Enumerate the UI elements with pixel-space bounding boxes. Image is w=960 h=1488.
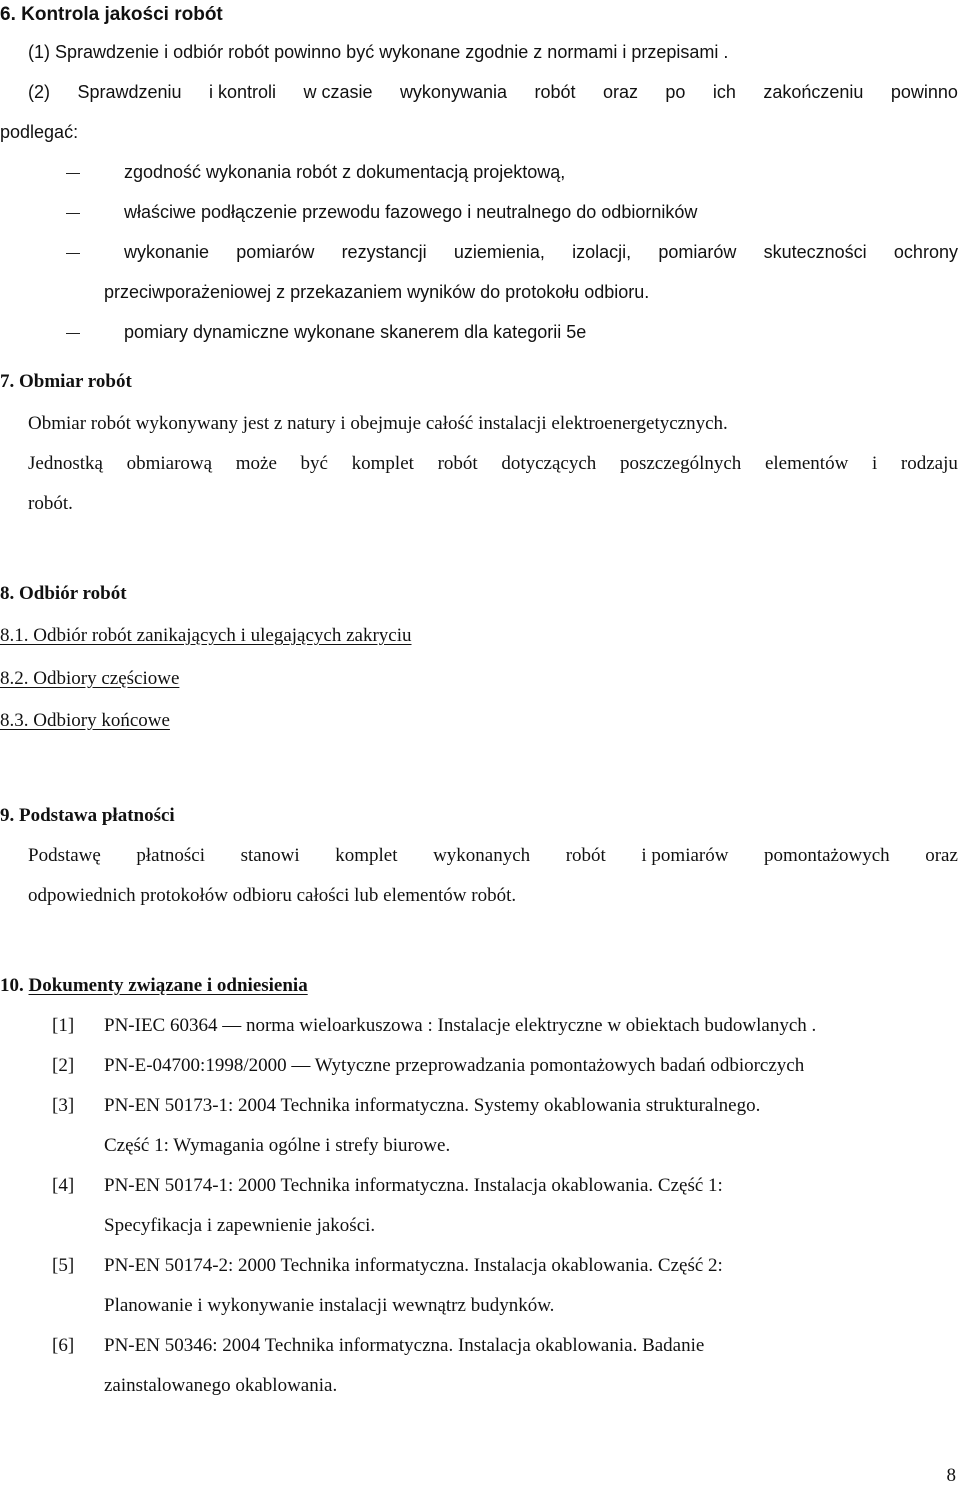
reference-text: PN-IEC 60364 — norma wieloarkuszowa : Instalacje elektryczne w obiektach budowlanych . bbox=[104, 1015, 817, 1036]
word: robót bbox=[437, 453, 478, 474]
reference-number: [4] bbox=[52, 1175, 75, 1196]
list-item-continuation: przeciwporażeniowej z przekazaniem wyników do protokołu odbioru. bbox=[104, 282, 650, 302]
word: wykonanie bbox=[124, 242, 210, 262]
reference-text: PN-EN 50346: 2004 Technika informatyczna. Instalacja okablowania. Badanie bbox=[104, 1335, 705, 1356]
section-6-heading: 6. Kontrola jakości robót bbox=[0, 4, 223, 25]
word: być bbox=[300, 453, 328, 474]
word: ich bbox=[712, 82, 736, 102]
word: i pomiarów bbox=[641, 845, 729, 866]
word: Jednostką bbox=[28, 453, 103, 474]
word: uziemienia, bbox=[453, 242, 545, 262]
reference-text-continuation: zainstalowanego okablowania. bbox=[104, 1375, 338, 1396]
section-6-paragraph-1: (1) Sprawdzenie i odbiór robót powinno być wykonane zgodnie z normami i przepisami . bbox=[28, 42, 729, 62]
reference-text-continuation: Część 1: Wymagania ogólne i strefy biurowe. bbox=[104, 1135, 451, 1156]
word: pomiarów bbox=[236, 242, 315, 262]
word: komplet bbox=[351, 453, 414, 474]
word: oraz bbox=[925, 845, 958, 866]
word: powinno bbox=[890, 82, 958, 102]
word: ochrony bbox=[893, 242, 958, 262]
section-7-paragraph-1: Obmiar robót wykonywany jest z natury i obejmuje całość instalacji elektroenergetycznych. bbox=[28, 413, 728, 434]
section-9-paragraph-continuation: odpowiednich protokołów odbioru całości lub elementów robót. bbox=[28, 885, 517, 906]
list-dash-icon bbox=[66, 173, 80, 174]
section-8-heading: 8. Odbiór robót bbox=[0, 583, 127, 604]
section-9-heading: 9. Podstawa płatności bbox=[0, 805, 175, 826]
word: rezystancji bbox=[341, 242, 427, 262]
reference-text-continuation: Specyfikacja i zapewnienie jakości. bbox=[104, 1215, 376, 1236]
reference-number: [5] bbox=[52, 1255, 75, 1276]
word: komplet bbox=[335, 845, 398, 866]
reference-text: PN-EN 50174-1: 2000 Technika informatyczna. Instalacja okablowania. Część 1: bbox=[104, 1175, 723, 1196]
word: pomontażowych bbox=[764, 845, 890, 866]
word: po bbox=[665, 82, 686, 102]
word: i bbox=[871, 453, 878, 474]
reference-text: PN-E-04700:1998/2000 — Wytyczne przeprowadzania pomontażowych badań odbiorczych bbox=[104, 1055, 805, 1076]
list-dash-icon bbox=[66, 253, 80, 254]
section-10-title: Dokumenty związane i odniesienia bbox=[28, 975, 308, 996]
subsection-8-3-heading: 8.3. Odbiory końcowe bbox=[0, 710, 170, 731]
section-7-paragraph-2-continuation: robót. bbox=[28, 493, 73, 514]
word: (2) bbox=[28, 82, 50, 102]
reference-text-continuation: Planowanie i wykonywanie instalacji wewnątrz budynków. bbox=[104, 1295, 555, 1316]
list-item: właściwe podłączenie przewodu fazowego i neutralnego do odbiorników bbox=[124, 202, 698, 222]
page-number: 8 bbox=[946, 1465, 956, 1486]
word: pomiarów bbox=[658, 242, 737, 262]
list-item: pomiary dynamiczne wykonane skanerem dla kategorii 5e bbox=[124, 322, 587, 342]
word: skuteczności bbox=[763, 242, 867, 262]
subsection-8-1-heading: 8.1. Odbiór robót zanikających i ulegających zakryciu bbox=[0, 625, 412, 646]
word: elementów bbox=[764, 453, 849, 474]
section-9-paragraph bbox=[28, 844, 958, 868]
word: stanowi bbox=[240, 845, 300, 866]
word: robót bbox=[534, 82, 576, 102]
list-item bbox=[124, 240, 958, 264]
word: w czasie bbox=[303, 82, 373, 102]
word: dotyczących bbox=[501, 453, 597, 474]
word: obmiarową bbox=[126, 453, 213, 474]
section-6-paragraph-2-continuation: podlegać: bbox=[0, 122, 79, 142]
word: robót bbox=[565, 845, 606, 866]
list-dash-icon bbox=[66, 333, 80, 334]
list-item: zgodność wykonania robót z dokumentacją projektową, bbox=[124, 162, 566, 182]
word: płatności bbox=[136, 845, 205, 866]
word: może bbox=[235, 453, 277, 474]
word: izolacji, bbox=[572, 242, 632, 262]
list-dash-icon bbox=[66, 213, 80, 214]
section-7-heading: 7. Obmiar robót bbox=[0, 371, 132, 392]
word: rodzaju bbox=[900, 453, 958, 474]
word: i kontroli bbox=[208, 82, 276, 102]
reference-number: [1] bbox=[52, 1015, 75, 1036]
section-10-number: 10. bbox=[0, 975, 24, 996]
word: wykonanych bbox=[433, 845, 531, 866]
word: oraz bbox=[602, 82, 638, 102]
reference-text: PN-EN 50173-1: 2004 Technika informatyczna. Systemy okablowania strukturalnego. bbox=[104, 1095, 761, 1116]
word: zakończeniu bbox=[763, 82, 864, 102]
word: Sprawdzeniu bbox=[77, 82, 182, 102]
word: wykonywania bbox=[399, 82, 507, 102]
reference-text: PN-EN 50174-2: 2000 Technika informatyczna. Instalacja okablowania. Część 2: bbox=[104, 1255, 723, 1276]
section-10-heading bbox=[0, 974, 308, 998]
word: Podstawę bbox=[28, 845, 101, 866]
reference-number: [6] bbox=[52, 1335, 75, 1356]
word: poszczególnych bbox=[619, 453, 742, 474]
section-6-paragraph-2 bbox=[28, 80, 958, 104]
subsection-8-2-heading: 8.2. Odbiory częściowe bbox=[0, 668, 180, 689]
reference-number: [3] bbox=[52, 1095, 75, 1116]
reference-number: [2] bbox=[52, 1055, 75, 1076]
section-7-paragraph-2 bbox=[28, 452, 958, 476]
